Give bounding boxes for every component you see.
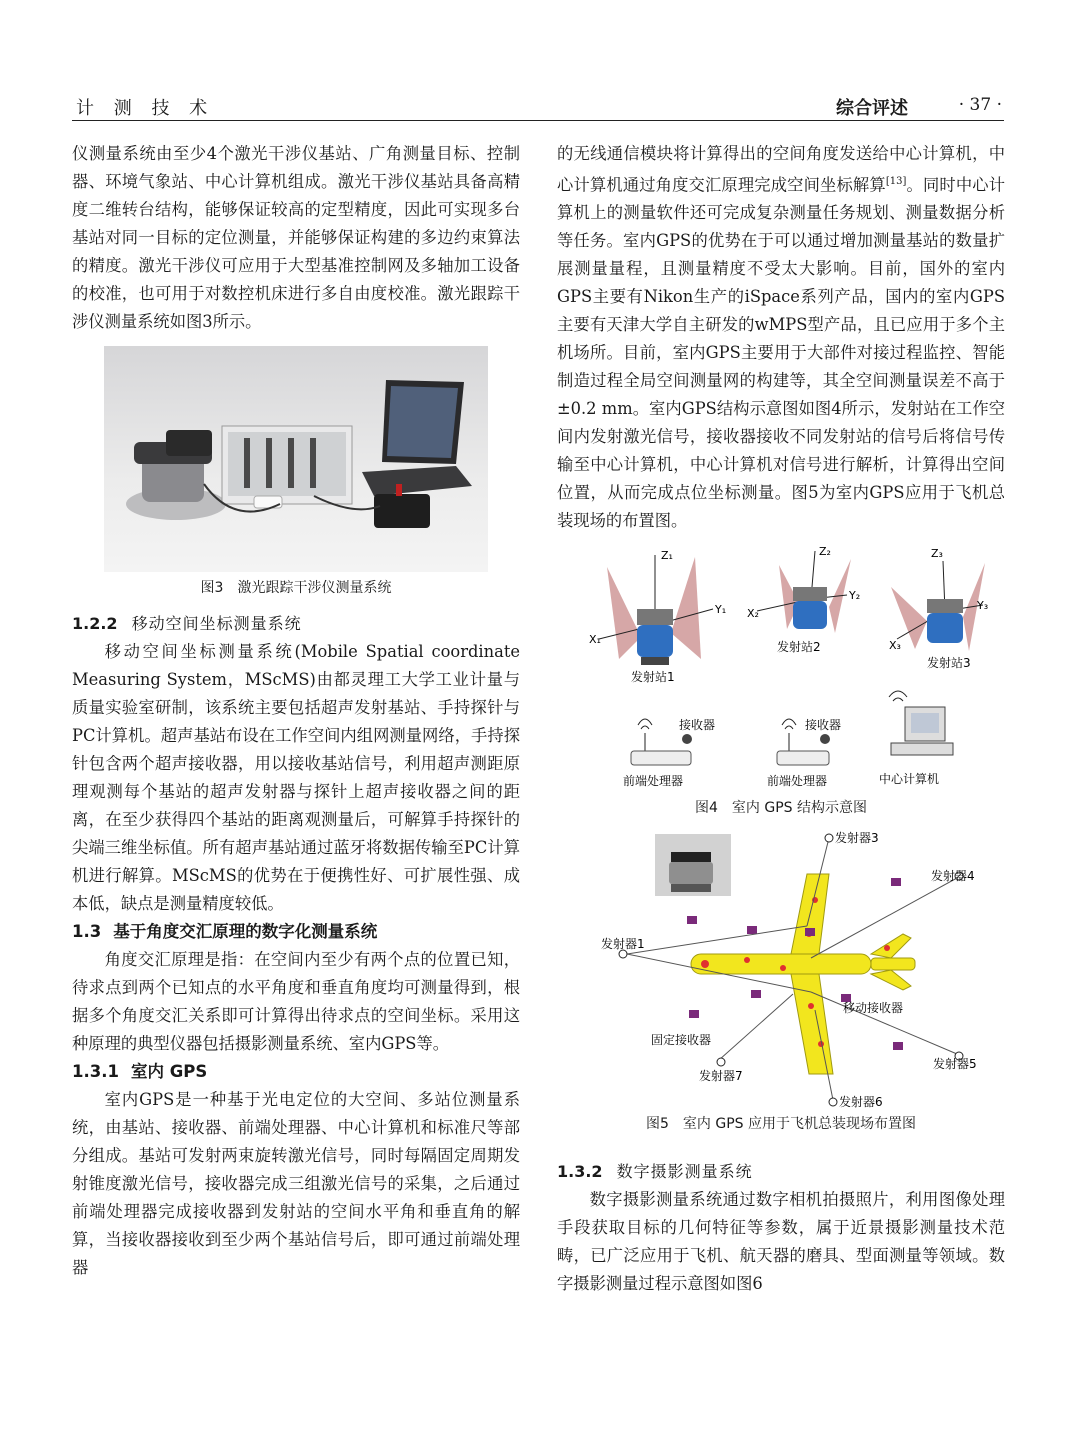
receiver-label-1: 接收器 (679, 718, 716, 733)
frontend-label-2: 前端处理器 (767, 774, 828, 789)
left-column (72, 140, 520, 1282)
mobile-receiver-label: 移动接收器 (843, 1001, 904, 1016)
axis-x1-label: X₁ (589, 633, 601, 647)
section-1-2-2-heading (72, 610, 520, 638)
section-1-3-2-heading (557, 1158, 1005, 1186)
transmitter-station-1 (589, 549, 726, 684)
transmitter-5-label: 发射器5 (933, 1057, 977, 1072)
page-number: · 37 · (958, 95, 1002, 115)
journal-name: 计 测 技 术 (76, 98, 215, 119)
figure-4-number: 图4 (695, 800, 718, 817)
station-3-label: 发射站3 (927, 656, 971, 671)
page-header (72, 90, 1004, 121)
central-computer (879, 691, 953, 786)
transmitter-station-3 (889, 547, 988, 670)
paragraph-continued-part1: 的无线通信模块将计算得出的空间角度发送给中心计算机，中心计算机通过角度交汇原理完成空间坐标解算 (557, 144, 1005, 195)
paragraph-indoor-gps: 室内GPS是一种基于光电定位的大空间、多站位测量系统，由基站、接收器、前端处理器、中心计算机和标准尺等部分组成。基站可发射两束旋转激光信号，同时每隔固定周期发射锥度激光信号，接收器完成三组激光信号的采集，之后通过前端处理器完成接收器到发射站的空间水平角和垂直角的解算，当接收器接收到至少两个基站信号后，即可通过前端处理器 (72, 1090, 520, 1277)
paragraph-intro: 仪测量系统由至少4个激光干涉仪基站、广角测量目标、控制器、环境气象站、中心计算机组成。激光干涉仪基站具备高精度二维转台结构，能够保证较高的定型精度，因此可实现多台基站对同一目标的定位测量，并能够保证构建的多边约束算法的精度。激光干涉仪可应用于大型基准控制网及多轴加工设备的校准，也可用于对数控机床进行多自由度校准。激光跟踪干涉仪测量系统如图3所示。 (72, 144, 520, 331)
transmitter-station-2 (747, 547, 860, 654)
section-name: 综合评述 (836, 98, 908, 119)
figure-5-caption (557, 1112, 1005, 1136)
transmitter-1-label: 发射器1 (601, 937, 645, 952)
indoor-gps-structure-diagram (571, 547, 991, 792)
axis-x2-label: X₂ (747, 607, 759, 621)
figure-4 (571, 547, 991, 792)
figure-5 (571, 830, 991, 1108)
receiver-unit-2 (767, 717, 841, 788)
receiver-unit-1 (623, 717, 715, 788)
section-1-3-number: 1.3 (72, 922, 102, 941)
citation-13: [13] (885, 176, 907, 187)
figure-3-number: 图3 (200, 580, 224, 596)
axis-z3-label: Z₃ (931, 547, 943, 561)
figure-3-caption (72, 576, 520, 600)
receiver-photo-inset (655, 834, 731, 896)
station-1-label: 发射站1 (631, 670, 675, 685)
right-column (557, 140, 1005, 1298)
section-1-2-2-title: 移动空间坐标测量系统 (131, 614, 302, 633)
figure-5-number: 图5 (646, 1116, 669, 1133)
transmitter-4-label: 发射器4 (931, 869, 975, 884)
section-1-3-1-number: 1.3.1 (72, 1062, 119, 1081)
axis-y2-label: Y₂ (849, 589, 861, 603)
fixed-receiver-label: 固定接收器 (651, 1033, 712, 1048)
section-1-3-heading (72, 918, 520, 946)
paragraph-mscms: 移动空间坐标测量系统(Mobile Spatial coordinate Measuring System，MScMS)由都灵理工大学工业计量与质量实验室研制，该系统主要包括超声发射基站、手持探针与PC计算机。超声基站布设在工作空间内组网测量网络，手持探针包含两个超声接收器，用以接收基站信号，利用超声测距原理观测每个基站的超声发射器与探针上超声接收器之间的距离，在至少获得四个基站的距离观测量后，可解算手持探针的尖端三维坐标值。所有超声基站通过蓝牙将数据传输至PC计算机进行解算。MScMS的优势在于便携性好、可扩展性强、成本低，缺点是测量精度较低。 (72, 642, 520, 913)
transmitter-7-label: 发射器7 (699, 1069, 743, 1084)
figure-4-caption (557, 796, 1005, 820)
section-1-3-title: 基于角度交汇原理的数字化测量系统 (113, 922, 378, 941)
section-1-3-1-heading (72, 1058, 520, 1086)
paragraph-photogrammetry: 数字摄影测量系统通过数字相机拍摄照片，利用图像处理手段获取目标的几何特征等参数，属于近景摄影测量技术范畴，已广泛应用于飞机、航天器的磨具、型面测量等领域。数字摄影测量过程示意图如图6 (557, 1190, 1005, 1294)
transmitter-6-label: 发射器6 (839, 1095, 883, 1109)
axis-z1-label: Z₁ (661, 549, 673, 563)
laser-tracker-photo (104, 346, 488, 572)
paragraph-angle-intersection: 角度交汇原理是指：在空间内至少有两个点的位置已知，待求点到两个已知点的水平角度和垂直角度均可测量得到，根据多个角度交汇关系即可计算得出待求点的空间坐标。采用这种原理的典型仪器包括摄影测量系统、室内GPS等。 (72, 950, 520, 1053)
section-1-3-2-number: 1.3.2 (557, 1162, 603, 1182)
figure-3-title: 激光跟踪干涉仪测量系统 (237, 580, 392, 596)
transmitter-3-label: 发射器3 (835, 831, 879, 846)
aircraft-assembly-layout-diagram (571, 830, 991, 1108)
station-2-label: 发射站2 (777, 640, 821, 655)
axis-y3-label: Y₃ (977, 599, 989, 613)
axis-y1-label: Y₁ (715, 603, 727, 617)
section-1-3-2-title: 数字摄影测量系统 (616, 1162, 753, 1182)
receiver-label-2: 接收器 (805, 718, 842, 733)
axis-x3-label: X₃ (889, 639, 901, 653)
paragraph-continued-part2: 。同时中心计算机上的测量软件还可完成复杂测量任务规划、测量数据分析等任务。室内GPS的优势在于可以通过增加测量基站的数量扩展测量量程，且测量精度不受太大影响。目前，国外的室内GPS主要有Nikon生产的iSpace系列产品，国内的室内GPS主要有天津大学自主研发的wMPS型产品，且已应用于多个主机场所。目前，室内GPS主要用于大部件对接过程监控、智能制造过程全局空间测量网的构建等，其全空间测量误差不高于±0.2 mm。室内GPS结构示意图如图4所示，发射站在工作空间内发射激光信号，接收器接收不同发射站的信号后将信号传输至中心计算机，中心计算机对信号进行解析，计算得出空间位置，从而完成点位坐标测量。图5为室内GPS应用于飞机总装现场的布置图。 (557, 175, 1005, 531)
frontend-label-1: 前端处理器 (623, 774, 684, 789)
section-1-3-1-title: 室内 GPS (130, 1062, 208, 1081)
computer-label: 中心计算机 (879, 772, 940, 787)
figure-5-title: 室内 GPS 应用于飞机总装现场布置图 (682, 1116, 916, 1133)
axis-z2-label: Z₂ (819, 547, 831, 559)
figure-3 (104, 346, 488, 572)
section-1-2-2-number: 1.2.2 (72, 614, 118, 633)
figure-4-title: 室内 GPS 结构示意图 (731, 800, 867, 817)
paragraph-continued (557, 140, 1005, 535)
